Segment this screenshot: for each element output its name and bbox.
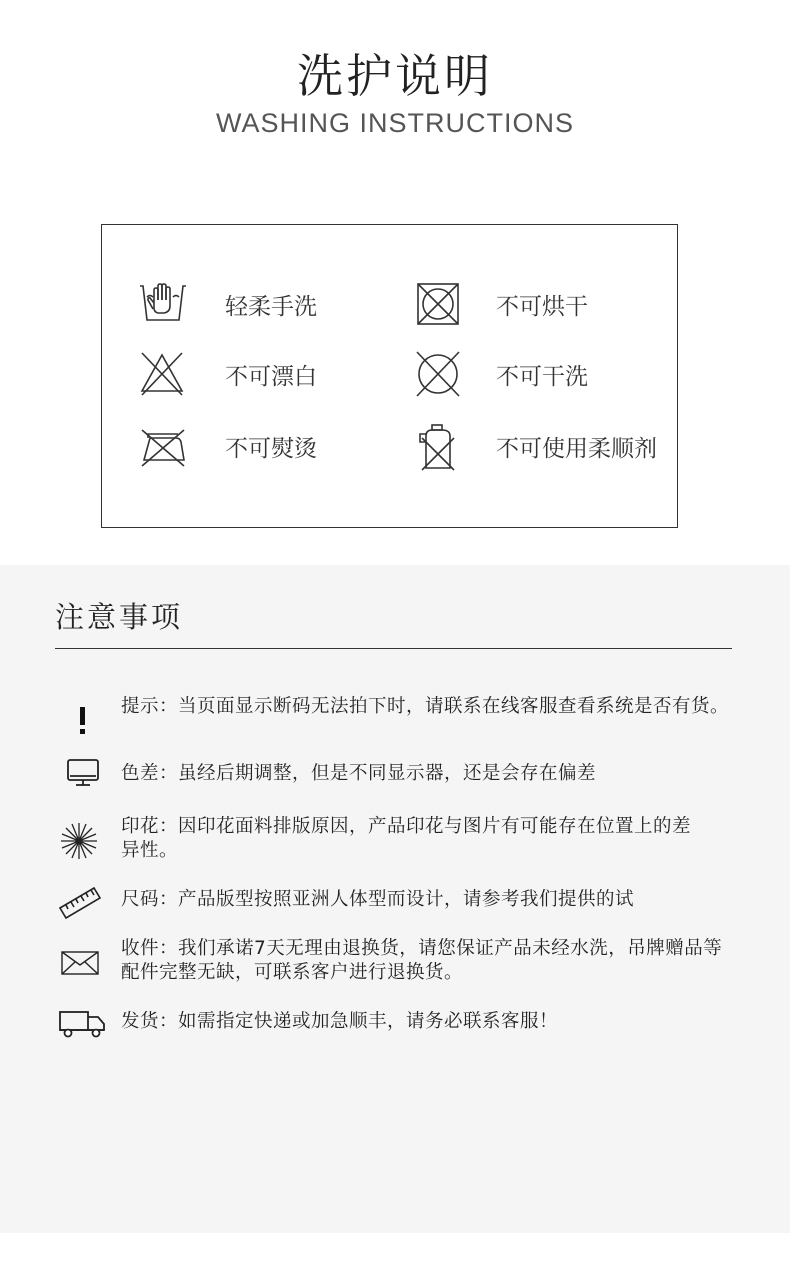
- notes-divider: [55, 648, 732, 649]
- page-title: 洗护说明: [297, 49, 493, 103]
- note-text-print: 印花：因印花面料排版原因，产品印花与图片有可能存在位置上的差异性。: [121, 816, 692, 861]
- care-item-no-iron: [138, 422, 378, 472]
- flower-icon: [58, 821, 104, 861]
- envelope-icon: [58, 943, 104, 983]
- no-dry-clean-icon: [414, 350, 464, 400]
- ruler-icon: [58, 880, 104, 920]
- note-text-shipping: 发货：如需指定快递或加急顺丰，请务必联系客服！: [121, 1011, 559, 1032]
- care-item-hand-wash: [138, 280, 378, 330]
- page-subtitle: WASHING INSTRUCTIONS: [215, 108, 574, 138]
- care-label-no-iron: 不可熨烫: [225, 436, 317, 462]
- truck-icon: [56, 1004, 112, 1044]
- note-text-receipt: 收件：我们承诺7天无理由退换货，请您保证产品未经水洗，吊牌赠品等配件完整无缺，可联系客户进行退换货。: [121, 938, 723, 983]
- care-label-hand-wash: 轻柔手洗: [225, 294, 317, 320]
- exclamation-icon: [58, 699, 104, 739]
- care-label-no-softener: 不可使用柔顺剂: [496, 436, 657, 462]
- note-text-size: 尺码：产品版型按照亚洲人体型而设计，请参考我们提供的试: [121, 889, 635, 910]
- no-bleach-icon: [138, 350, 188, 400]
- no-iron-icon: [138, 422, 188, 472]
- care-item-no-tumble-dry: [414, 280, 664, 330]
- care-item-no-bleach: [138, 350, 378, 400]
- footer-strip: [0, 1233, 790, 1269]
- hand-wash-icon: [138, 280, 188, 330]
- care-symbols-panel: [101, 224, 678, 528]
- notes-section: [0, 565, 790, 1233]
- monitor-icon: [58, 754, 104, 794]
- care-label-no-dry-clean: 不可干洗: [496, 364, 588, 390]
- note-text-tip: 提示：当页面显示断码无法拍下时，请联系在线客服查看系统是否有货。: [121, 696, 730, 717]
- notes-title: 注意事项: [55, 600, 184, 634]
- note-text-color: 色差：虽经后期调整，但是不同显示器，还是会存在偏差: [121, 763, 597, 784]
- care-label-no-bleach: 不可漂白: [225, 364, 317, 390]
- no-softener-icon: [414, 422, 464, 472]
- care-label-no-tumble-dry: 不可烘干: [496, 294, 588, 320]
- care-item-no-softener: [414, 422, 674, 472]
- no-tumble-dry-icon: [414, 280, 464, 330]
- care-item-no-dry-clean: [414, 350, 664, 400]
